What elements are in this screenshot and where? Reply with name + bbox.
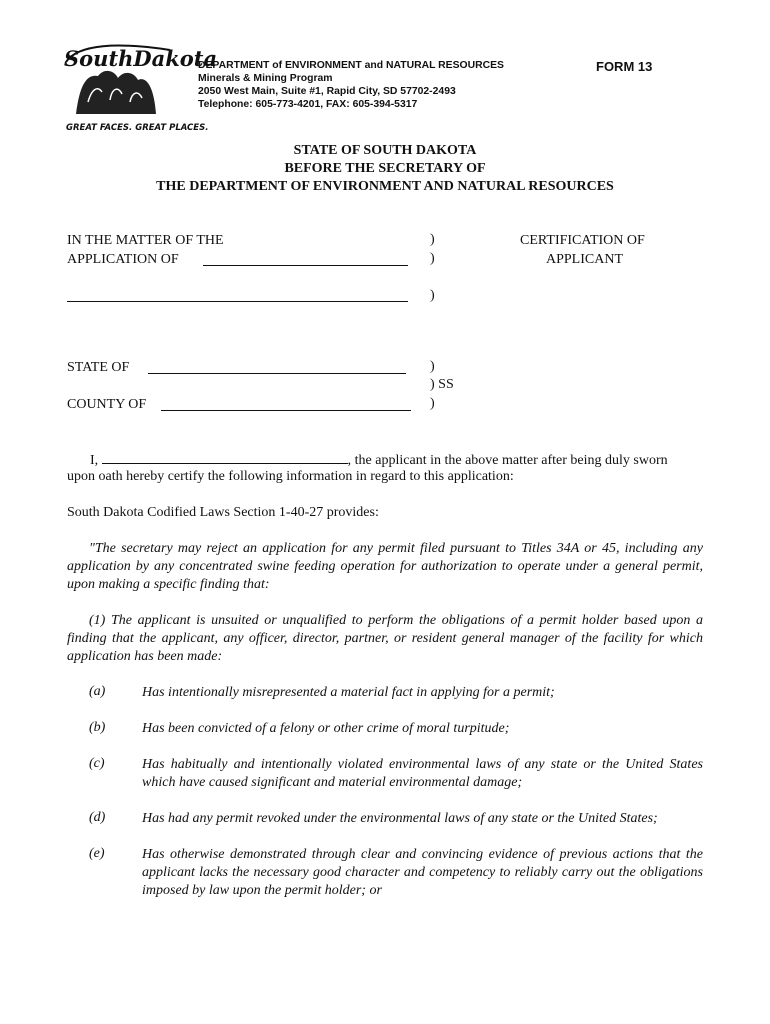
oath-line-1 — [90, 450, 668, 470]
applicant-name-line-2[interactable] — [67, 301, 408, 302]
item-e-label: (e) — [89, 846, 105, 861]
paren-4: ) — [430, 359, 435, 374]
county-field-line[interactable] — [161, 410, 411, 411]
matter-line-2: APPLICATION OF — [67, 252, 179, 267]
item-c-label: (c) — [89, 756, 105, 771]
clause-1-paragraph: (1) The applicant is unsuited or unqualified to perform the obligations of a permit holder based upon a finding that the applicant, any officer, director, partner, or resident general manager of the facility for which application has been made: — [67, 613, 703, 664]
cert-line-1: CERTIFICATION OF — [520, 233, 645, 248]
logo-script-text: SouthDakota — [64, 46, 218, 71]
oath-suffix: , the applicant in the above matter after being duly sworn — [347, 453, 668, 468]
codified-laws: South Dakota Codified Laws Section 1-40-27 provides: — [67, 505, 379, 520]
state-label: STATE OF — [67, 360, 130, 375]
item-d-label: (d) — [89, 810, 106, 825]
item-b-text: Has been convicted of a felony or other crime of moral turpitude; — [142, 721, 510, 736]
paren-2: ) — [430, 251, 435, 266]
paren-3: ) — [430, 288, 435, 303]
ss-mark: ) SS — [430, 377, 454, 392]
county-label: COUNTY OF — [67, 397, 147, 412]
logo-tagline: GREAT FACES. GREAT PLACES. — [66, 123, 209, 133]
paren-5: ) — [430, 396, 435, 411]
south-dakota-logo — [58, 42, 218, 136]
oath-name-line[interactable] — [102, 450, 348, 464]
title-line-1: STATE OF SOUTH DAKOTA — [293, 143, 477, 158]
matter-line-1: IN THE MATTER OF THE — [67, 233, 224, 248]
paren-1: ) — [430, 232, 435, 247]
phone-fax: Telephone: 605-773-4201, FAX: 605-394-5317 — [198, 99, 418, 110]
item-e-text: Has otherwise demonstrated through clear and convincing evidence of previous actions that the applicant lacks the necessary good character and competency to reliably carry out the obligations imposed by law upon the permit holder; or — [142, 847, 703, 898]
quote-paragraph: "The secretary may reject an application for any permit filed pursuant to Titles 34A or 45, including any application by any concentrated swine feeding operation for authorization to operate under a general permit, upon making a specific finding that: — [67, 541, 703, 592]
mount-rushmore-logo-icon — [58, 42, 218, 136]
item-d-text: Has had any permit revoked under the environmental laws of any state or the United States; — [142, 811, 658, 826]
applicant-name-line[interactable] — [203, 265, 408, 266]
cert-line-2: APPLICANT — [546, 252, 624, 267]
program-name: Minerals & Mining Program — [198, 73, 333, 84]
item-b-label: (b) — [89, 720, 106, 735]
form-number: FORM 13 — [596, 59, 653, 74]
dept-name: DEPARTMENT of ENVIRONMENT and NATURAL RESOURCES — [198, 60, 504, 71]
address: 2050 West Main, Suite #1, Rapid City, SD 57702-2493 — [198, 86, 456, 97]
title-line-3: THE DEPARTMENT OF ENVIRONMENT AND NATURAL RESOURCES — [156, 179, 614, 194]
title-line-2: BEFORE THE SECRETARY OF — [284, 161, 486, 176]
item-a-label: (a) — [89, 684, 106, 699]
oath-line-2: upon oath hereby certify the following information in regard to this application: — [67, 469, 514, 484]
item-c-text: Has habitually and intentionally violated environmental laws of any state or the United States which have caused significant and material environmental damage; — [142, 757, 703, 790]
state-field-line[interactable] — [148, 373, 406, 374]
oath-prefix: I, — [90, 453, 99, 468]
item-a-text: Has intentionally misrepresented a material fact in applying for a permit; — [142, 685, 555, 700]
